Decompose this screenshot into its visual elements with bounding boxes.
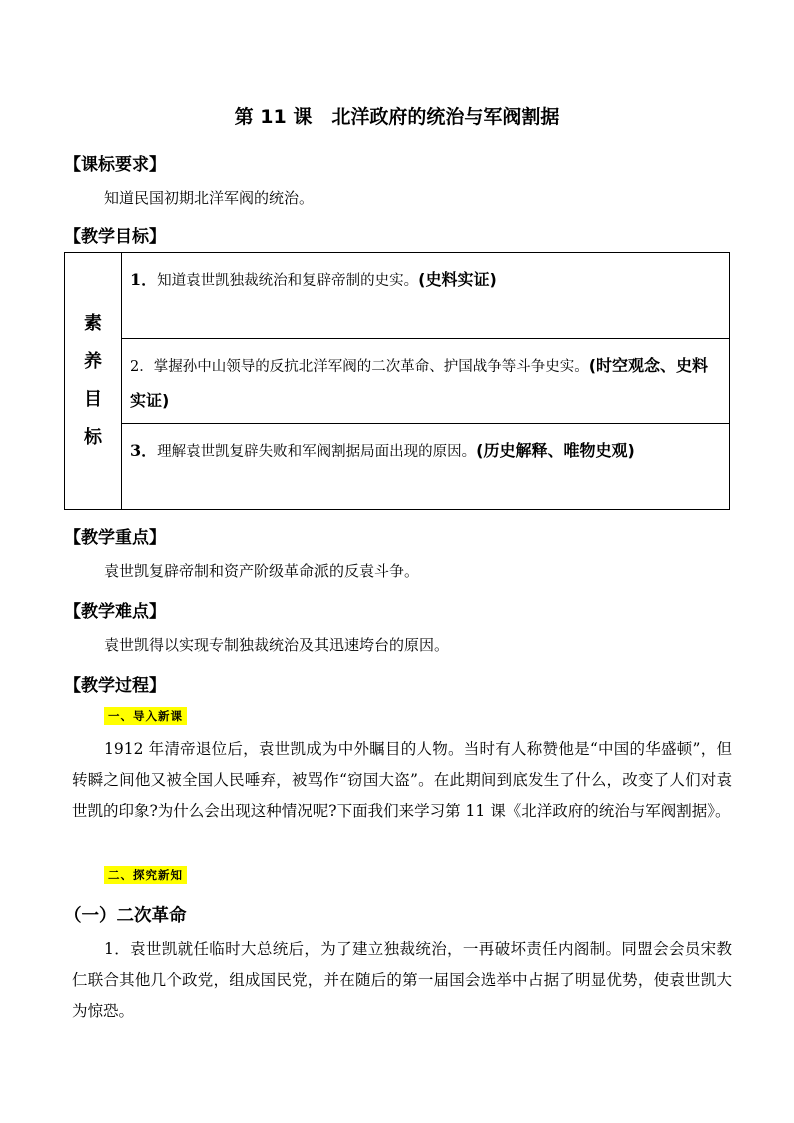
process-heading: 【教学过程】 [64, 676, 166, 696]
label-char: 养 [84, 351, 102, 372]
objective-tag: (史料实证) [418, 270, 497, 289]
objective-number: 3． [130, 441, 158, 460]
curriculum-heading: 【课标要求】 [64, 155, 166, 175]
objective-tag: (历史解释、唯物史观) [476, 441, 635, 460]
section-subheading: （一）二次革命 [64, 906, 187, 926]
lesson-title: 第 11 课 北洋政府的统治与军阀割据 [234, 106, 560, 128]
key-points-text: 袁世凯复辟帝制和资产阶级革命派的反袁斗争。 [104, 562, 420, 580]
key-points-heading: 【教学重点】 [64, 528, 166, 548]
objective-row [122, 253, 730, 339]
objective-text: 掌握孙中山领导的反抗北洋军阀的二次革命、护国战争等斗争史实。 [153, 359, 589, 375]
objective-number: 1． [130, 270, 158, 289]
objective-text: 知道袁世凯独裁统治和复辟帝制的史实。 [157, 273, 419, 289]
label-char: 目 [84, 389, 102, 410]
objectives-heading: 【教学目标】 [64, 227, 166, 247]
body-paragraph: 1．袁世凯就任临时大总统后，为了建立独裁统治，一再破坏责任内阁制。同盟会会员宋教仁联合其他几个政党，组成国民党，并在随后的第一届国会选举中占据了明显优势，使袁世凯大为惊恐。 [72, 940, 732, 1020]
objectives-table [64, 252, 730, 510]
label-char: 标 [84, 427, 102, 448]
objective-row [122, 424, 730, 510]
difficulties-heading: 【教学难点】 [64, 602, 166, 622]
objective-row [122, 339, 730, 424]
label-char: 素 [84, 313, 102, 334]
objectives-label-cell [65, 253, 122, 510]
objective-tag: (时空观念、史料实证) [130, 356, 709, 410]
curriculum-text: 知道民国初期北洋军阀的统治。 [104, 189, 315, 207]
intro-badge: 一、导入新课 [104, 707, 187, 725]
objective-text: 理解袁世凯复辟失败和军阀割据局面出现的原因。 [157, 444, 477, 460]
objective-number: 2． [130, 359, 154, 375]
intro-paragraph: 1912 年清帝退位后，袁世凯成为中外瞩目的人物。当时有人称赞他是“中国的华盛顿”，但转瞬之间他又被全国人民唾弃，被骂作“窃国大盗”。在此期间到底发生了什么，改变了人们对袁世凯的印象?为什么会出现这种情况呢?下面我们来学习第 11 课《北洋政府的统治与军阀割据》。 [72, 740, 732, 820]
difficulties-text: 袁世凯得以实现专制独裁统治及其迅速垮台的原因。 [104, 636, 450, 654]
explore-badge: 二、探究新知 [104, 866, 187, 884]
